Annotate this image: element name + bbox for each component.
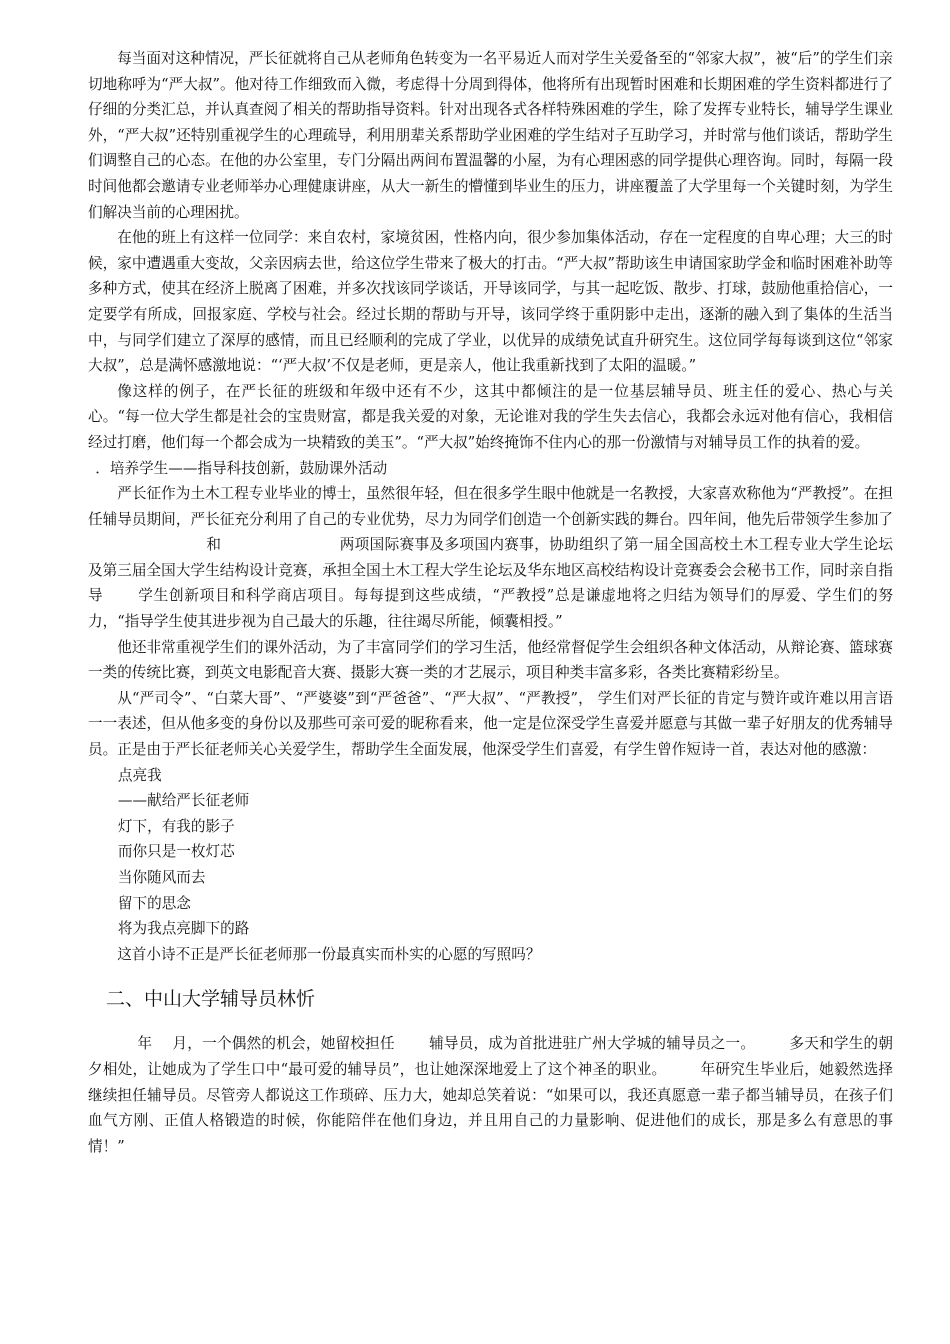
paragraph-lin-xin [88,1031,893,1159]
professor-text-part-4: 学生创新项目和科学商店项目。每每提到这些成绩，“严教授”总是谦虚地将之归结为领导们的厚爱、学生们的努力，“指导学生使其进步视为自己最大的乐趣，往往竭尽所能，倾囊相授。” [88,587,893,631]
poem-line: 当你随风而去 [117,869,206,886]
paragraph-professor [88,481,893,635]
professor-text-part-1: 严长征作为土木工程专业毕业的博士，虽然很年轻，但在很多学生眼中他就是一名教授，大家喜欢称他为“严教授”。在担任辅导员期间，严长征充分利用了自己的专业优势，尽力为同学们创造一个创新实践的舞台。四年间，他先后带领学生参加了 [88,485,893,528]
section-title: 二、中山大学辅导员林忻 [106,988,316,1011]
paragraph-neighbor-uncle: 每当面对这种情况，严长征就将自己从老师角色转变为一名平易近人而对学生关爱备至的“邻家大叔”，被“后”的学生们亲切地称呼为“严大叔”。他对待工作细致而入微，考虑得十分周到得体，他将所有出现暂时困难和长期困难的学生资料都进行了仔细的分类汇总，并认真查阅了相关的帮助指导资料。针对出现各式各样特殊困难的学生，除了发挥专业特长，辅导学生课业外，“严大叔”还特别重视学生的心理疏导，利用朋辈关系帮助学业困难的学生结对子互助学习，并时常与他们谈话，帮助学生们调整自己的心态。在他的办公室里，专门分隔出两间布置温馨的小屋，为有心理困惑的同学提供心理咨询。同时，每隔一段时间他都会邀请专业老师举办心理健康讲座，从大一新生的懵懂到毕业生的压力，讲座覆盖了大学里每一个关键时刻，为学生们解决当前的心理困扰。 [88,50,893,221]
lin-text-part-2: 月，一个偶然的机会，她留校担任 [172,1035,395,1053]
subheading-cultivate-students: ．培养学生——指导科技创新，鼓励课外活动 [95,459,388,477]
professor-text-part-3: 两项国际赛事及多项国内赛事，协助组织了第一届全国高校土木工程专业大学生论坛及第三届全国大学生结构设计竞赛，承担全国土木工程大学生论坛及华东地区高校结构设计竞赛委会会秘书工作，同时亲自指导 [88,536,893,605]
paragraph-closing: 这首小诗不正是严长征老师那一份最真实而朴实的心愿的写照吗？ [117,945,541,963]
paragraph-extracurricular: 他还非常重视学生们的课外活动，为了丰富同学们的学习生活，他经常督促学生会组织各种文体活动，从辩论赛、篮球赛一类的传统比赛，到英文电影配音大赛、摄影大赛一类的才艺展示，项目种类丰富多彩，各类比赛精彩纷呈。 [88,638,893,682]
poem-line: ——献给严长征老师 [117,792,250,810]
poem-line: 灯下，有我的影子 [117,817,235,835]
lin-text-part-5: 年研究生毕业后，她毅然选择继续担任辅导员。尽管旁人都说这工作琐碎、压力大，她却总笑着说：“如果可以，我还真愿意一辈子都当辅导员，在孩子们血气方刚、正值人格锻造的时候，你能陪伴在他们身边，并且用自己的力量影响、促进他们的成长，那是多么有意思的事情！” [88,1060,893,1155]
poem-line: 点亮我 [117,766,162,784]
paragraph-nicknames: 从“严司令”、“白菜大哥”、“严婆婆”到“严爸爸”、“严大叔”、“严教授”， 学生们对严长征的肯定与赞许或许难以用言语一一表述，但从他多变的身份以及那些可亲可爱的昵称看来，他一定是位深受学生喜爱并愿意与其做一辈子好朋友的优秀辅导员。正是由于严长征老师关心关爱学生，帮助学生全面发展，他深受学生们喜爱，有学生曾作短诗一首，表达对他的感激： [88,689,893,759]
paragraph-examples: 像这样的例子，在严长征的班级和年级中还有不少，这其中都倾注的是一位基层辅导员、班主任的爱心、热心与关心。“每一位大学生都是社会的宝贵财富，都是我关爱的对象，无论谁对我的学生失去信心，我都会永远对他有信心，我相信经过打磨，他们每一个都会成为一块精致的美玉”。“严大叔”始终掩饰不住内心的那一份激情与对辅导员工作的执着的爱。 [88,382,893,451]
poem-line: 将为我点亮脚下的路 [117,920,250,938]
lin-text-part-4: 多天和学生的朝夕相处，让她成为了学生口中“最可爱的辅导员”，也让她深深地爱上了这个神圣的职业。 [88,1035,893,1078]
poem-line: 而你只是一枚灯芯 [117,843,235,861]
professor-text-part-2: 和 [206,536,222,554]
poem [88,763,893,942]
poem-line: 留下的思念 [117,894,191,912]
lin-text-part-1: 年 [137,1035,153,1053]
paragraph-student-story: 在他的班上有这样一位同学：来自农村，家境贫困，性格内向，很少参加集体活动，存在一定程度的自卑心理；大三的时候，家中遭遇重大变故，父亲因病去世，给这位学生带来了极大的打击。“严大叔”帮助该生申请国家助学金和临时困难补助等多种方式，使其在经济上脱离了困难，并多次找该同学谈话，开导该同学，与其一起吃饭、散步、打球，鼓励他重拾信心，一定要学有所成，回报家庭、学校与社会。经过长期的帮助与开导，该同学终于重阴影中走出，逐渐的融入到了集体的生活当中，与同学们建立了深厚的感情，而且已经顺利的完成了学业，以优异的成绩免试直升研究生。这位同学每每谈到这位“邻家大叔”，总是满怀感激地说：“‘严大叔’不仅是老师，更是亲人，他让我重新找到了太阳的温暖。” [88,229,893,375]
lin-text-part-3: 辅导员，成为首批进驻广州大学城的辅导员之一。 [428,1035,756,1053]
document-body [88,46,893,1159]
